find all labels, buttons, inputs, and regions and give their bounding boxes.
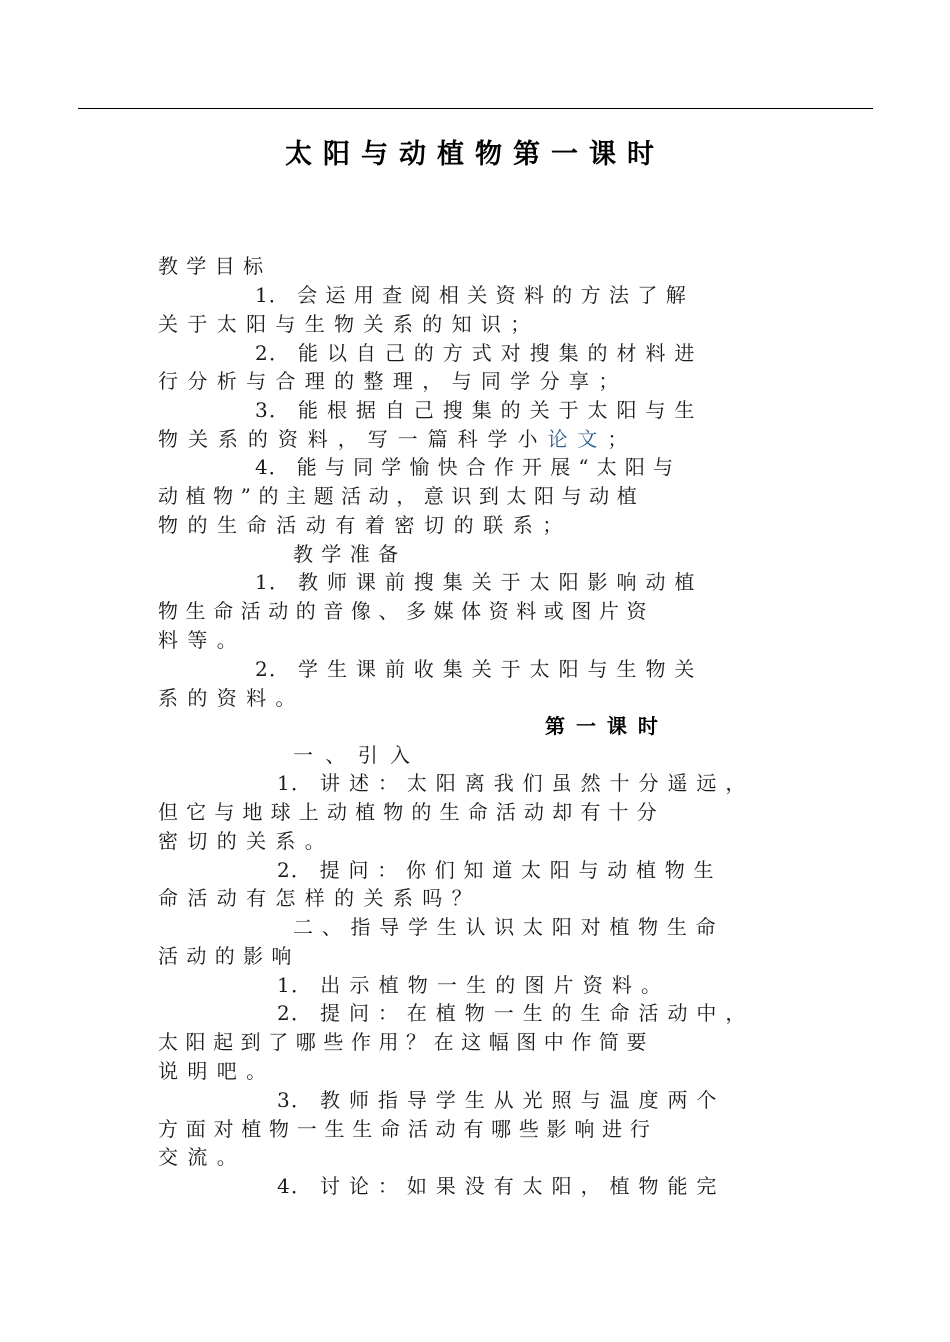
text-line: 1． 讲 述 ： 太 阳 离 我 们 虽 然 十 分 遥 远 ， — [277, 771, 747, 795]
text-line: 动 植 物 ” 的 主 题 活 动 ， 意 识 到 太 阳 与 动 植 — [158, 484, 638, 508]
text-line: 系 的 资 料 。 — [158, 686, 297, 710]
text-line: 3． 能 根 据 自 己 搜 集 的 关 于 太 阳 与 生 — [255, 398, 696, 422]
text-segment: 物 关 系 的 资 料 ， 写 一 篇 科 学 小 — [158, 427, 548, 451]
text-line: 方 面 对 植 物 一 生 生 命 活 动 有 哪 些 影 响 进 行 — [158, 1117, 651, 1141]
text-line: 物 生 命 活 动 的 音 像 、 多 媒 体 资 料 或 图 片 资 — [158, 599, 648, 623]
text-line: 4． 能 与 同 学 愉 快 合 作 开 展 “ 太 阳 与 — [255, 455, 674, 479]
text-line: 命 活 动 有 怎 样 的 关 系 吗 ？ — [158, 886, 474, 910]
section-heading-first-lesson: 第 一 课 时 — [545, 714, 660, 738]
text-line: 关 于 太 阳 与 生 物 关 系 的 知 识 ； — [158, 312, 532, 336]
paper-link[interactable]: 论 文 — [547, 427, 600, 451]
text-line: 1． 教 师 课 前 搜 集 关 于 太 阳 影 响 动 植 — [255, 570, 696, 594]
text-line: 1． 会 运 用 查 阅 相 关 资 料 的 方 法 了 解 — [255, 283, 687, 307]
text-segment: ； — [599, 427, 630, 451]
text-line: 活 动 的 影 响 — [158, 944, 293, 968]
text-line: 说 明 吧 。 — [158, 1059, 268, 1083]
text-line: 2． 提 问 ： 你 们 知 道 太 阳 与 动 植 物 生 — [277, 858, 715, 882]
text-line: 行 分 析 与 合 理 的 整 理 ， 与 同 学 分 享 ； — [158, 369, 620, 393]
text-line-heading-preparation: 教 学 准 备 — [293, 542, 400, 566]
text-line: 2． 能 以 自 己 的 方 式 对 搜 集 的 材 料 进 — [255, 341, 696, 365]
text-line: 密 切 的 关 系 。 — [158, 829, 327, 853]
text-line: 2． 学 生 课 前 收 集 关 于 太 阳 与 生 物 关 — [255, 657, 696, 681]
text-line: 但 它 与 地 球 上 动 植 物 的 生 命 活 动 却 有 十 分 — [158, 800, 658, 824]
text-line — [158, 426, 629, 452]
text-line: 2． 提 问 ： 在 植 物 一 生 的 生 命 活 动 中 ， — [277, 1001, 747, 1025]
text-line: 1． 出 示 植 物 一 生 的 图 片 资 料 。 — [277, 973, 663, 997]
text-line: 4． 讨 论 ： 如 果 没 有 太 阳 ， 植 物 能 完 — [277, 1174, 718, 1198]
text-line-heading-intro: 一 、 引 入 — [293, 743, 414, 767]
text-line: 太 阳 起 到 了 哪 些 作 用 ？ 在 这 幅 图 中 作 简 要 — [158, 1030, 648, 1054]
header-rule — [78, 108, 873, 109]
page-title: 太阳与动植物第一课时 — [285, 139, 665, 170]
text-line: 交 流 。 — [158, 1145, 239, 1169]
text-line: 料 等 。 — [158, 628, 239, 652]
text-line-heading-objectives: 教 学 目 标 — [158, 254, 265, 278]
text-line-heading-section2: 二 、 指 导 学 生 认 识 太 阳 对 植 物 生 命 — [293, 915, 717, 939]
text-line: 3． 教 师 指 导 学 生 从 光 照 与 温 度 两 个 — [277, 1088, 718, 1112]
text-line: 物 的 生 命 活 动 有 着 密 切 的 联 系 ； — [158, 513, 564, 537]
